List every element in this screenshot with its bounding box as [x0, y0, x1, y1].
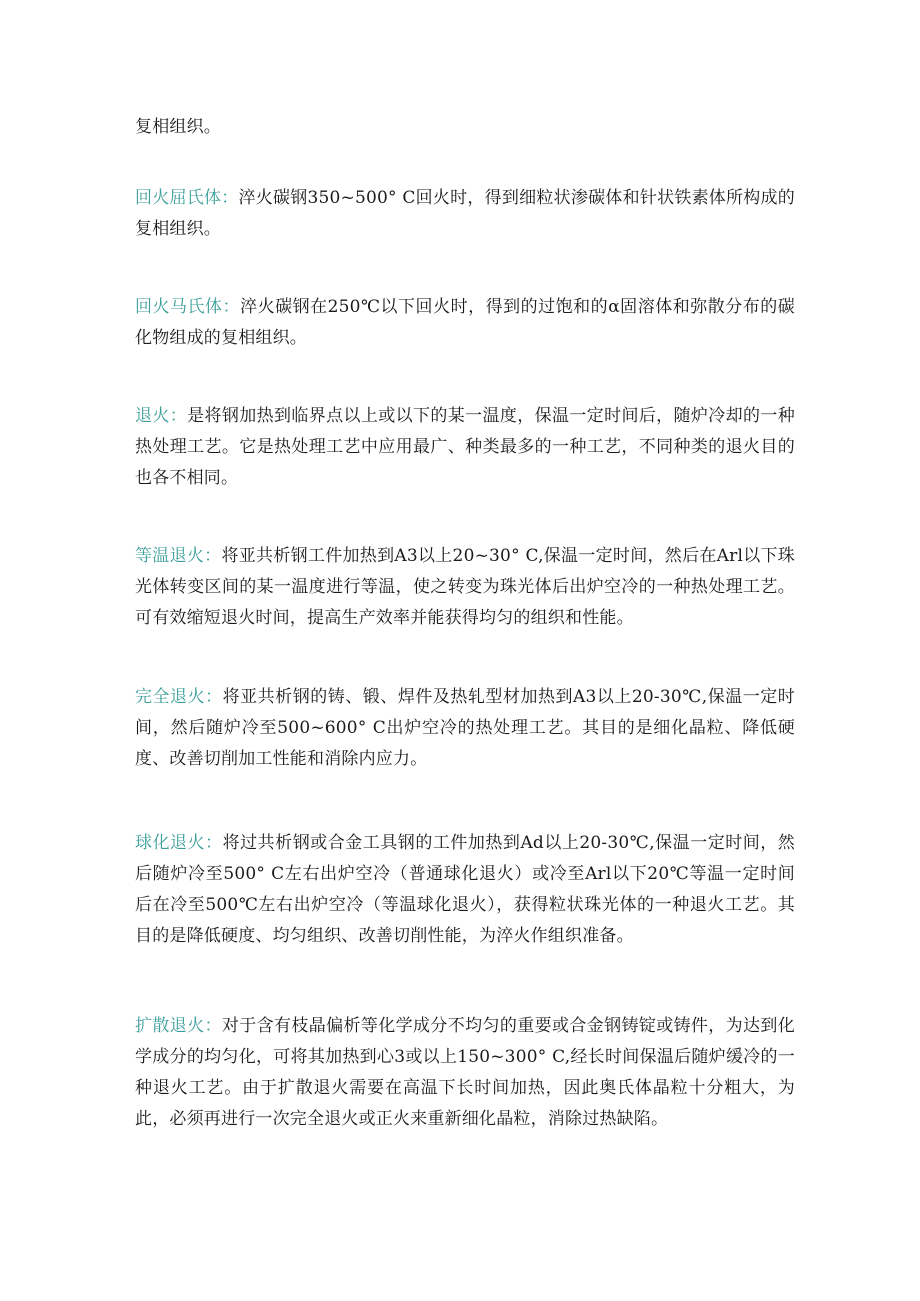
term-label: 回火马氏体： — [135, 297, 241, 317]
paragraph-tempered-martensite — [135, 292, 795, 354]
paragraph-body: 是将钢加热到临界点以上或以下的某一温度，保温一定时间后，随炉冷却的一种热处理工艺。它是热处理工艺中应用最广、种类最多的一种工艺，不同种类的退火目的也各不相同。 — [135, 406, 795, 488]
paragraph-body: 淬火碳钢350~500° C回火时，得到细粒状渗碳体和针状铁素体所构成的复相组织。 — [135, 188, 795, 239]
paragraph-spheroidizing-annealing — [135, 828, 795, 952]
paragraph-body: 对于含有枝晶偏析等化学成分不均匀的重要或合金钢铸锭或铸件，为达到化学成分的均匀化，可将其加热到心3或以上150~300° C,经长时间保温后随炉缓冷的一种退火工艺。由于扩散退火需要在高温下长时间加热，因此奥氏体晶粒十分粗大，为此，必须再进行一次完全退火或正火来重新细化晶粒，消除过热缺陷。 — [135, 1016, 796, 1129]
paragraph-body: 将亚共析钢的铸、锻、焊件及热轧型材加热到A3以上20-30℃,保温一定时间，然后随炉冷至500~600° C出炉空冷的热处理工艺。其目的是细化晶粒、降低硬度、改善切削加工性能和消除内应力。 — [135, 687, 795, 769]
paragraph-body: 将亚共析钢工件加热到A3以上20~30° C,保温一定时间，然后在Arl以下珠光体转变区间的某一温度进行等温，使之转变为珠光体后出炉空冷的一种热处理工艺。可有效缩短退火时间，提高生产效率并能获得均匀的组织和性能。 — [135, 546, 796, 628]
paragraph-full-annealing — [135, 682, 795, 775]
term-label: 扩散退火： — [135, 1016, 222, 1036]
paragraph-isothermal-annealing — [135, 541, 795, 634]
paragraph-diffusion-annealing — [135, 1011, 795, 1135]
paragraph-body: 将过共析钢或合金工具钢的工件加热到Ad以上20-30℃,保温一定时间，然后随炉冷至500° C左右出炉空冷（普通球化退火）或冷至Arl以下20℃等温一定时间后在冷至500℃左右出炉空冷（等温球化退火），获得粒状珠光体的一种退火工艺。其目的是降低硬度、均匀组织、改善切削性能，为淬火作组织准备。 — [135, 833, 795, 946]
term-label: 等温退火： — [135, 546, 222, 566]
paragraph-body: 淬火碳钢在250℃以下回火时，得到的过饱和的α固溶体和弥散分布的碳化物组成的复相组织。 — [135, 297, 795, 348]
term-label: 完全退火： — [135, 687, 223, 707]
paragraph-annealing — [135, 401, 795, 494]
term-label: 球化退火： — [135, 833, 223, 853]
intro-text: 复相组织。 — [135, 117, 221, 137]
term-label: 回火屈氏体： — [135, 188, 239, 208]
paragraph-tempered-troostite — [135, 183, 795, 245]
term-label: 退火： — [135, 406, 188, 426]
